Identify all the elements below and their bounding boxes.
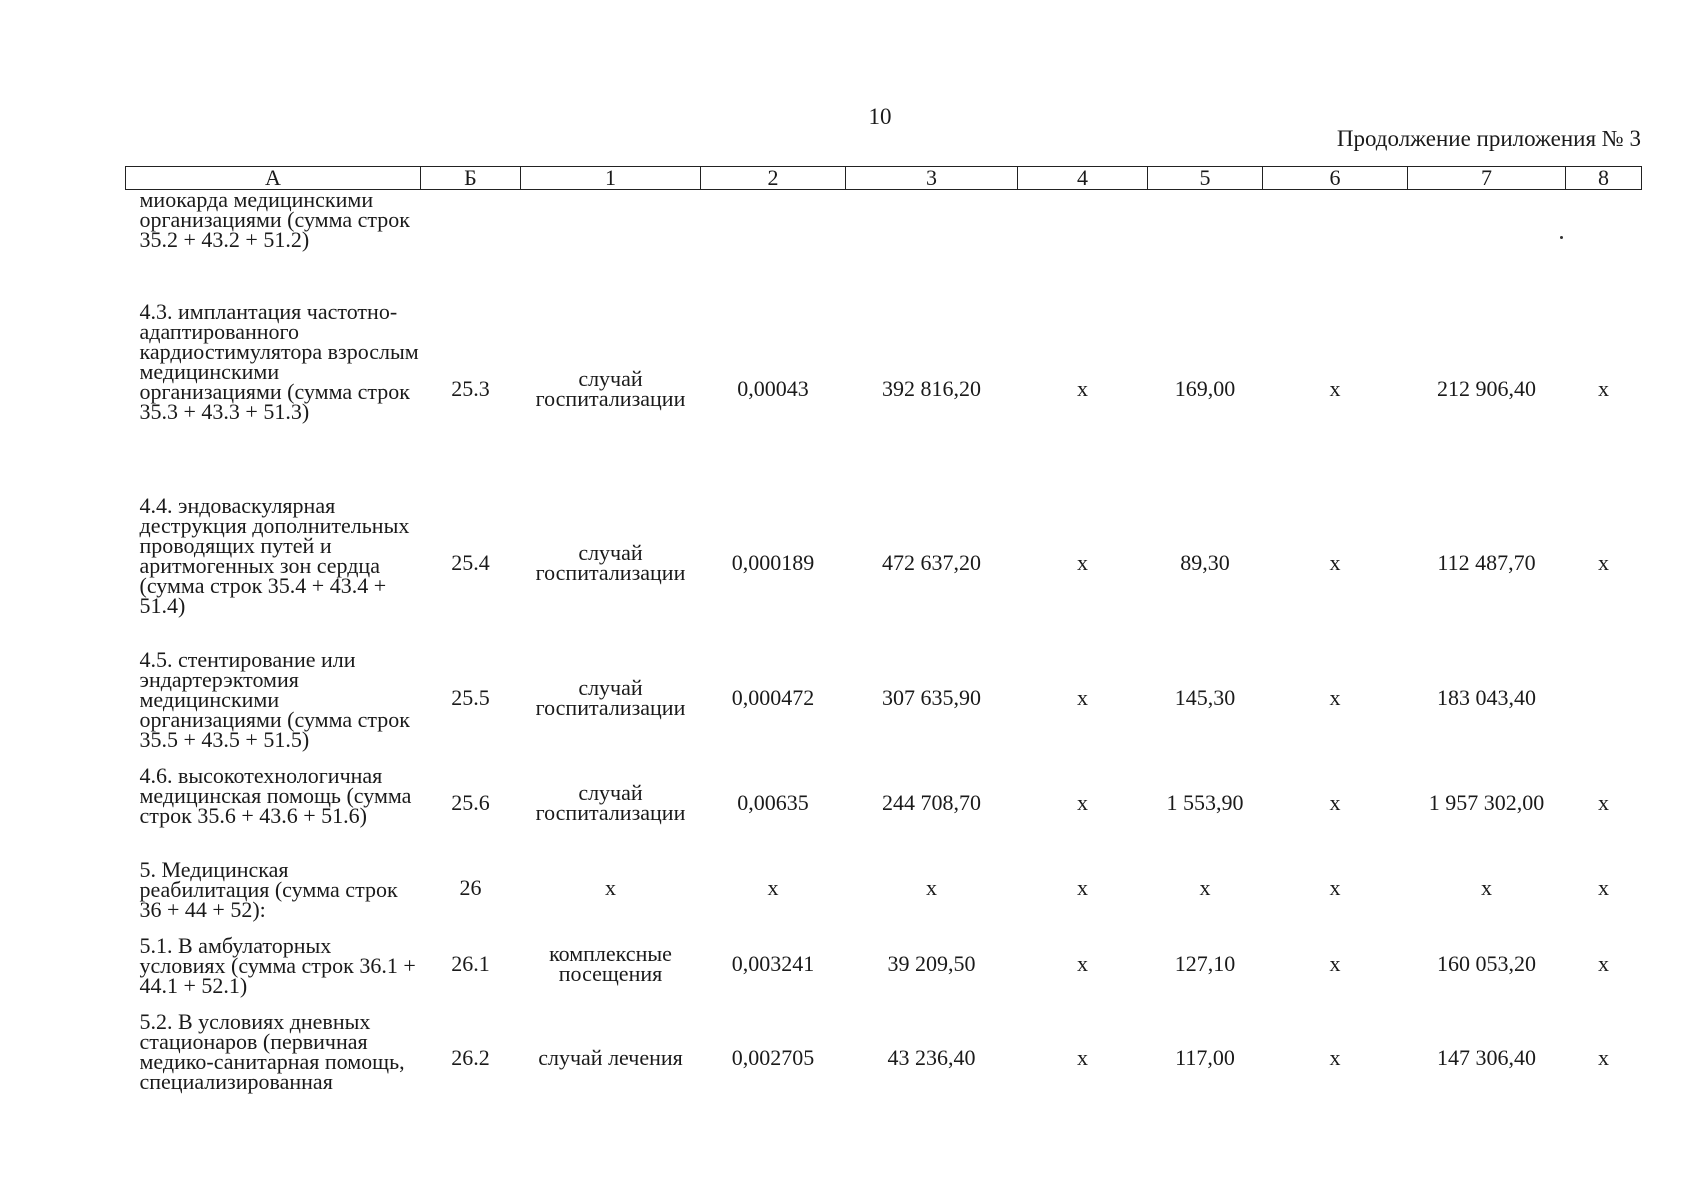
- row-code: 26: [459, 874, 482, 900]
- row-col-2: 0,003241: [731, 950, 815, 976]
- row-col-4: x: [1077, 950, 1088, 976]
- row-col-7: x: [1481, 874, 1492, 900]
- row-col-4: x: [1077, 549, 1088, 575]
- row-col-7: 1 957 302,00: [1428, 789, 1545, 815]
- row-col-6: [1263, 190, 1408, 292]
- row-col-2: 0,002705: [731, 1044, 815, 1070]
- header-cell-3: 3: [846, 167, 1018, 190]
- row-col-6: x: [1329, 789, 1341, 815]
- row-unit: случай госпитализации: [535, 365, 686, 411]
- row-col-3: 43 236,40: [887, 1044, 976, 1070]
- row-col-3: 244 708,70: [882, 789, 981, 815]
- row-unit: случай госпитализации: [535, 674, 686, 720]
- table-row: [126, 850, 1642, 926]
- row-col-6: x: [1329, 874, 1341, 900]
- row-col-2: 0,000472: [731, 684, 815, 710]
- header-cell-6: 6: [1263, 167, 1408, 190]
- row-code: 26.1: [451, 950, 490, 976]
- row-col-4: x: [1077, 789, 1088, 815]
- row-col-4: x: [1077, 1044, 1088, 1070]
- row-code: 25.6: [451, 789, 490, 815]
- row-unit: x: [605, 874, 616, 900]
- row-col-6: x: [1329, 549, 1341, 575]
- header-cell-2: 2: [701, 167, 846, 190]
- table-row: [126, 1002, 1642, 1114]
- row-code: 25.5: [451, 684, 490, 710]
- row-col-7: 160 053,20: [1437, 950, 1536, 976]
- row-col-3: 392 816,20: [882, 375, 981, 401]
- row-col-8: x: [1598, 789, 1609, 815]
- row-col-7: 183 043,40: [1437, 684, 1536, 710]
- table-row: [126, 756, 1642, 850]
- header-cell-5: 5: [1148, 167, 1263, 190]
- row-description: миокарда медицинскими организациями (сумма строк 35.2 + 43.2 + 51.2): [139, 187, 410, 252]
- row-col-2: [701, 190, 846, 292]
- row-col-8: x: [1598, 549, 1609, 575]
- page-number: 10: [868, 104, 892, 129]
- row-col-4: x: [1077, 375, 1088, 401]
- row-col-2: 0,000189: [731, 549, 815, 575]
- row-unit: случай лечения: [538, 1044, 683, 1070]
- header-cell-a: А: [126, 167, 421, 190]
- row-col-7: 147 306,40: [1437, 1044, 1536, 1070]
- continuation-label: Продолжение приложения № 3: [1336, 126, 1641, 151]
- row-description: 4.5. стентирование или эндартерэктомия медицинскими организациями (сумма строк 35.5 + 43.5 + 51.5): [139, 646, 410, 752]
- table-row: [126, 292, 1642, 486]
- row-description: 4.3. имплантация частотно-адаптированного кардиостимулятора взрослым медицинскими организациями (сумма строк 35.3 + 43.3 + 51.3): [139, 298, 419, 424]
- row-col-5: x: [1199, 874, 1211, 900]
- row-col-2: 0,00635: [737, 789, 809, 815]
- row-col-4: x: [1077, 874, 1088, 900]
- header-cell-4: 4: [1018, 167, 1148, 190]
- row-col-4: [1018, 190, 1148, 292]
- row-description: 4.6. высокотехнологичная медицинская помощь (сумма строк 35.6 + 43.6 + 51.6): [139, 762, 412, 828]
- table-row: [126, 926, 1642, 1002]
- row-col-7: 212 906,40: [1437, 375, 1536, 401]
- header-cell-7: 7: [1408, 167, 1566, 190]
- row-col-7: [1408, 190, 1566, 292]
- row-col-5: 117,00: [1175, 1044, 1235, 1070]
- row-col-2: x: [767, 874, 779, 900]
- row-code: 25.3: [451, 375, 490, 401]
- appendix-table: [125, 166, 1642, 1114]
- table-row: [126, 486, 1642, 640]
- row-description: 4.4. эндоваскулярная деструкция дополнительных проводящих путей и аритмогенных зон сердца (сумма строк 35.4 + 43.4 + 51.4): [139, 492, 410, 618]
- row-unit: случай госпитализации: [535, 539, 686, 585]
- row-col-4: x: [1077, 684, 1088, 710]
- row-col-8: x: [1598, 375, 1609, 401]
- row-col-8: [1566, 190, 1642, 292]
- row-unit: комплексные посещения: [549, 940, 672, 986]
- row-col-8: [1566, 640, 1642, 756]
- row-col-5: 145,30: [1174, 684, 1236, 710]
- row-col-3: 307 635,90: [882, 684, 981, 710]
- header-cell-b: Б: [421, 167, 521, 190]
- row-unit: [521, 190, 701, 292]
- row-col-5: 1 553,90: [1166, 789, 1244, 815]
- row-col-6: x: [1329, 375, 1341, 401]
- row-col-6: x: [1329, 684, 1341, 710]
- row-description: 5.2. В условиях дневных стационаров (первичная медико-санитарная помощь, специализированная: [139, 1008, 405, 1094]
- row-col-3: [846, 190, 1018, 292]
- row-col-6: x: [1329, 1044, 1341, 1070]
- row-col-8: x: [1598, 1044, 1609, 1070]
- row-col-3: 472 637,20: [882, 549, 981, 575]
- row-col-5: [1148, 190, 1263, 292]
- table-row: [126, 640, 1642, 756]
- row-col-7: 112 487,70: [1437, 549, 1536, 575]
- row-col-5: 169,00: [1174, 375, 1236, 401]
- row-col-8: x: [1598, 950, 1609, 976]
- row-unit: случай госпитализации: [535, 779, 686, 825]
- row-description: 5.1. В амбулаторных условиях (сумма строк 36.1 + 44.1 + 52.1): [139, 932, 416, 998]
- row-code: [421, 190, 521, 292]
- row-col-2: 0,00043: [737, 375, 809, 401]
- row-col-5: 127,10: [1174, 950, 1236, 976]
- row-col-8: x: [1598, 874, 1609, 900]
- header-cell-8: 8: [1566, 167, 1642, 190]
- table-row: [126, 190, 1642, 292]
- row-code: 26.2: [451, 1044, 490, 1070]
- row-code: 25.4: [451, 549, 490, 575]
- row-col-5: 89,30: [1180, 549, 1230, 575]
- row-col-3: x: [926, 874, 937, 900]
- row-col-6: x: [1329, 950, 1341, 976]
- row-col-3: 39 209,50: [887, 950, 976, 976]
- header-cell-1: 1: [521, 167, 701, 190]
- row-description: 5. Медицинская реабилитация (сумма строк 36 + 44 + 52):: [139, 856, 398, 922]
